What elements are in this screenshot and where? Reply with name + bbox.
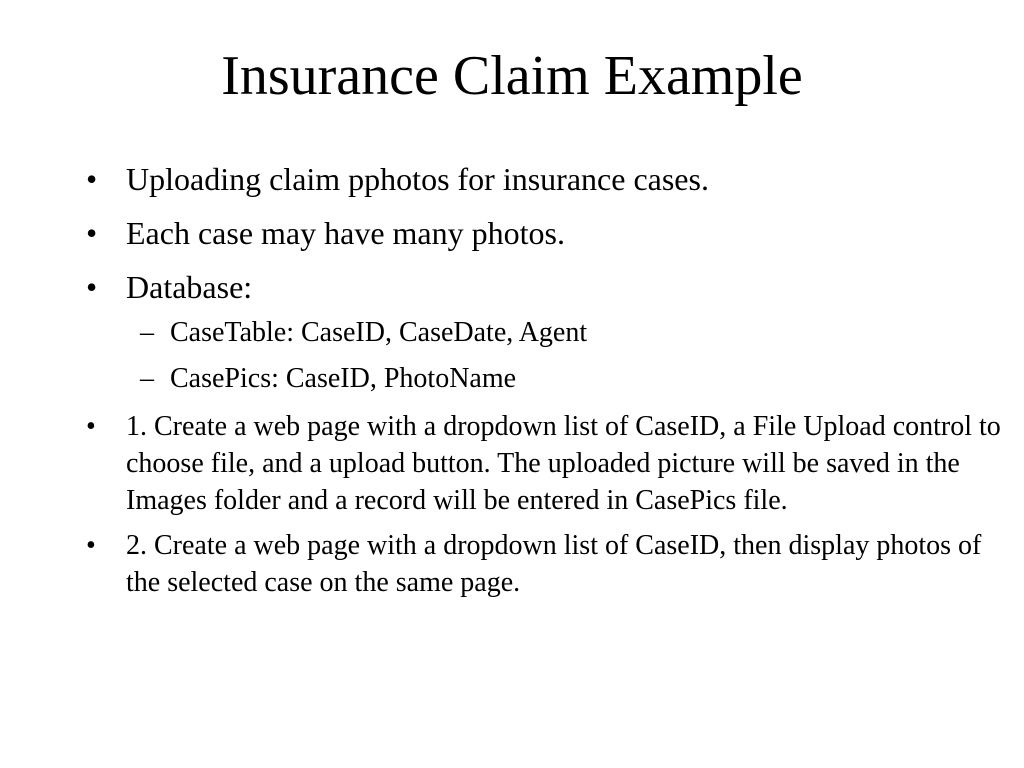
bullet-item: • Uploading claim pphotos for insurance cases.: [86, 160, 1016, 198]
sub-bullet-item: – CasePics: CaseID, PhotoName: [86, 362, 1016, 396]
bullet-item: • Each case may have many photos.: [86, 214, 1016, 252]
task-bullet-item: • 1. Create a web page with a dropdown list of CaseID, a File Upload control to choose file, and a upload button. The uploaded picture will be saved in the Images folder and a record will be entered in CasePics file.: [86, 408, 1016, 519]
sub-bullet-item: – CaseTable: CaseID, CaseDate, Agent: [86, 316, 1016, 350]
task-bullet-item: • 2. Create a web page with a dropdown list of CaseID, then display photos of the selected case on the same page.: [86, 527, 1016, 601]
bullet-list: [86, 160, 1016, 609]
slide-title: Insurance Claim Example: [221, 45, 803, 107]
bullet-item: • Database:: [86, 268, 1016, 306]
